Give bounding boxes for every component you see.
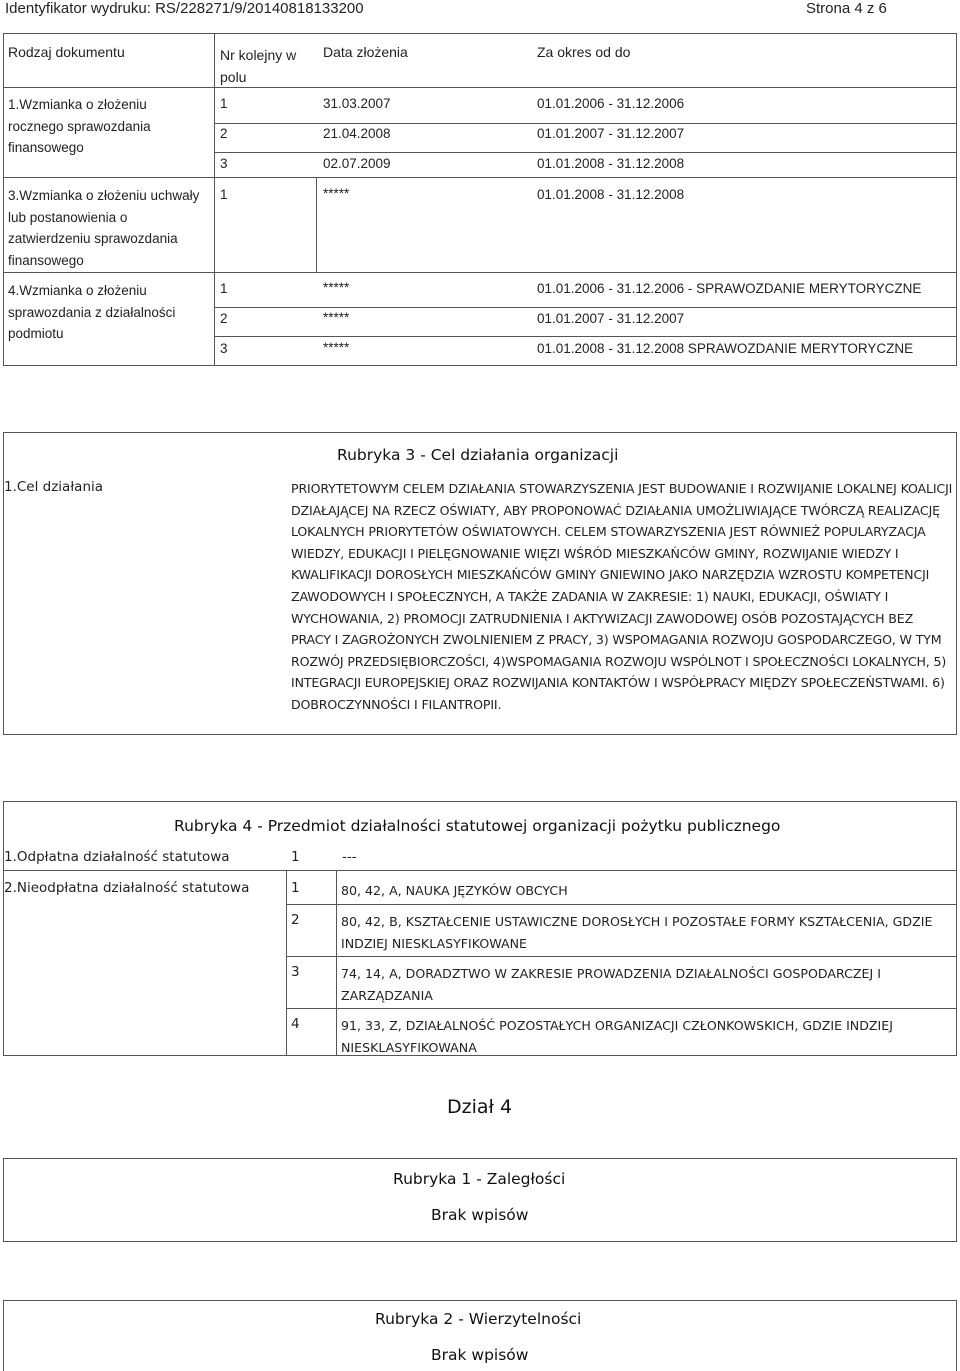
activity-text: 74, 14, A, DORADZTWO W ZAKRESIE PROWADZENIA DZIAŁALNOŚCI GOSPODARCZEJ I ZARZĄDZANIA [341,966,881,1003]
section-approval-label: 3.Wzmianka o złożeniu uchwały lub postanowienia o zatwierdzeniu sprawozdania finansowego [8,188,200,268]
activity-nr: 2 [291,912,300,928]
row-nr: 3 [220,341,228,356]
row-date: 31.03.2007 [323,96,391,111]
section-annual-report-label: 1.Wzmianka o złożeniu rocznego sprawozdania finansowego [8,97,151,155]
row-nr: 3 [220,156,228,171]
row-date: 02.07.2009 [323,156,391,171]
row-period: 01.01.2008 - 31.12.2008 [537,187,685,202]
row-period: 01.01.2007 - 31.12.2007 [537,126,685,141]
rubryka-1-title: Rubryka 1 - Zaległości [393,1170,566,1188]
header-filing-date: Data złożenia [323,44,408,60]
row-nr: 2 [220,311,228,326]
row-date: ***** [323,310,350,325]
row-nr: 1 [220,281,228,296]
row-nr: 2 [220,126,228,141]
activity-nr: 4 [291,1016,300,1032]
unpaid-activity-label: 2.Nieodpłatna działalność statutowa [4,880,250,896]
row-period: 01.01.2006 - 31.12.2006 - SPRAWOZDANIE MERYTORYCZNE [537,281,922,296]
row-period: 01.01.2008 - 31.12.2008 [537,156,685,171]
activity-text: 80, 42, A, NAUKA JĘZYKÓW OBCYCH [341,883,568,898]
row-date: 21.04.2008 [323,126,391,141]
activity-nr: 3 [291,964,300,980]
paid-activity-value: --- [342,849,357,865]
rubryka-2-title: Rubryka 2 - Wierzytelności [375,1310,582,1328]
header-period: Za okres od do [537,44,631,60]
rubryka-1-value: Brak wpisów [431,1206,529,1224]
section-activity-report-label: 4.Wzmianka o złożeniu sprawozdania z działalności podmiotu [8,283,176,341]
page-number: Strona 4 z 6 [806,0,887,17]
goal-text: PRIORYTETOWYM CELEM DZIAŁANIA STOWARZYSZENIA JEST BUDOWANIE I ROZWIJANIE LOKALNEJ KOALICJI DZIAŁAJĄCEJ NA RZECZ OŚWIATY, ABY PROPONOWAĆ DZIAŁANIA UMOŻLIWIAJĄCE TWÓRCZĄ REALIZACJĘ LOKALNYCH PRIORYTETÓW OŚWIATOWYCH. CELEM STOWARZYSZENIA JEST RÓWNIEŻ POPULARYZACJA WIEDZY, EDUKACJI I PIELĘGNOWANIE WIĘZI WŚRÓD MIESZKAŃCÓW GMINY, ROZWIJANIE WIEDZY I KWALIFIKACJI DOROSŁYCH MIESZKAŃCÓW GMINY GNIEWINO JAKO NARZĘDZIA WZROSTU KOMPETENCJI ZAWODOWYCH I SPOŁECZNYCH, A TAKŻE ZADANIA W ZAKRESIE: 1) NAUKI, EDUKACJI, OŚWIATY I WYCHOWANIA, 2) PROMOCJI ZATRUDNIENIA I AKTYWIZACJI ZAWODOWEJ OSÓB POZOSTAJĄCYCH BEZ PRACY I ZAGROŻONYCH ZWOLNIENIEM Z PRACY, 3) WSPOMAGANIA ROZWOJU GOSPODARCZEGO, W TYM ROZWÓJ PRZEDSIĘBIORCZOŚCI, 4)WSPOMAGANIA ROZWOJU WSPÓLNOT I SPOŁECZNOŚCI LOKALNYCH, 5) INTEGRACJI EUROPEJSKIEJ ORAZ ROZWIJANIA KONTAKTÓW I WSPÓŁPRACY MIĘDZY SPOŁECZEŃSTWAMI. 6) DOBROCZYNNOŚCI I FILANTROPII. [291,481,953,712]
row-date: ***** [323,280,350,295]
rubryka-2-value: Brak wpisów [431,1346,529,1364]
row-nr: 1 [220,96,228,111]
activity-text: 91, 33, Z, DZIAŁALNOŚĆ POZOSTAŁYCH ORGANIZACJI CZŁONKOWSKICH, GDZIE INDZIEJ NIESKLASYFIKOWANA [341,1018,893,1055]
paid-activity-label: 1.Odpłatna działalność statutowa [4,849,230,865]
header-sequence-number: Nr kolejny w polu [220,47,297,85]
goal-label: 1.Cel działania [4,479,104,495]
header-document-type: Rodzaj dokumentu [8,44,125,60]
row-nr: 1 [220,187,228,202]
paid-activity-nr: 1 [291,849,300,865]
section-title-dzial-4: Dział 4 [447,1096,513,1118]
rubryka-3-title: Rubryka 3 - Cel działania organizacji [337,446,619,464]
activity-text: 80, 42, B, KSZTAŁCENIE USTAWICZNE DOROSŁYCH I POZOSTAŁE FORMY KSZTAŁCENIA, GDZIE INDZIEJ NIESKLASYFIKOWANE [341,914,933,951]
rubryka-4-title: Rubryka 4 - Przedmiot działalności statutowej organizacji pożytku publicznego [174,817,781,835]
row-period: 01.01.2007 - 31.12.2007 [537,311,685,326]
row-period: 01.01.2008 - 31.12.2008 SPRAWOZDANIE MERYTORYCZNE [537,341,914,356]
row-date: ***** [323,340,350,355]
row-period: 01.01.2006 - 31.12.2006 [537,96,685,111]
activity-nr: 1 [291,880,300,896]
print-identifier: Identyfikator wydruku: RS/228271/9/20140818133200 [5,0,364,17]
row-date: ***** [323,186,350,201]
